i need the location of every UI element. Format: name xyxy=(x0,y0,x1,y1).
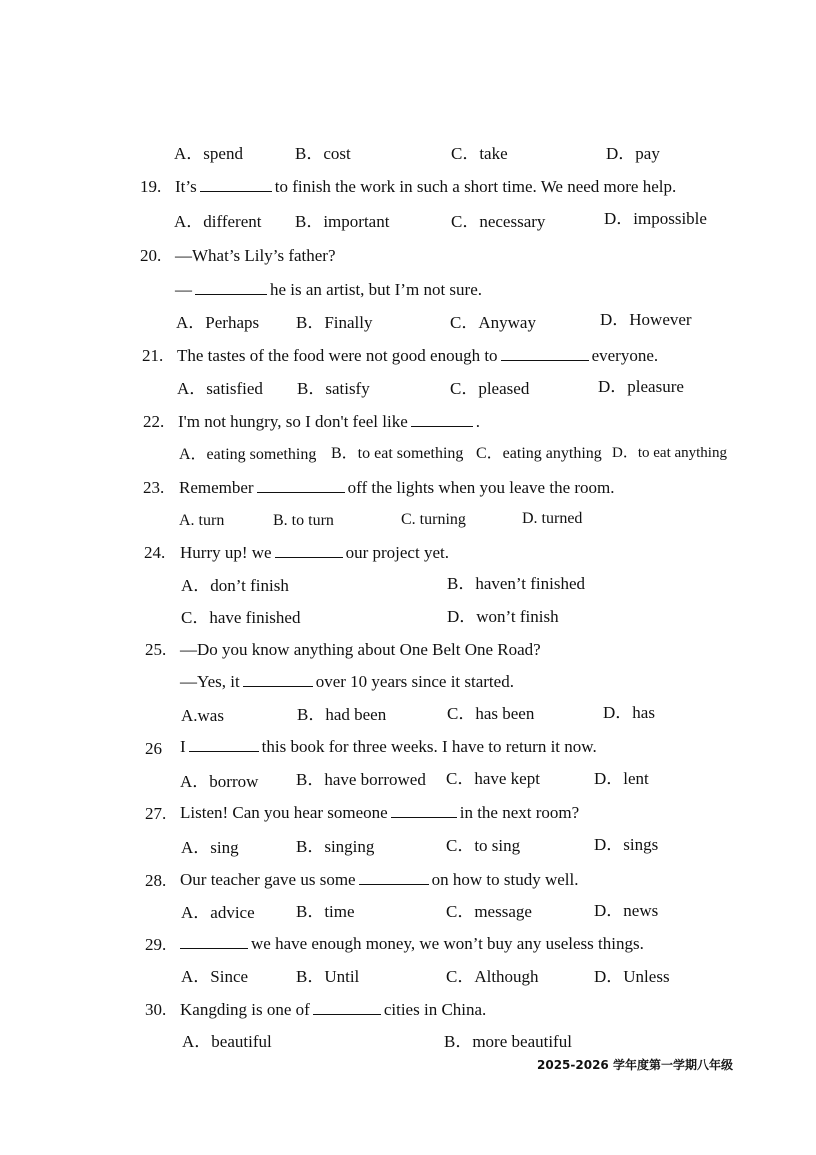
question-stem xyxy=(180,869,578,891)
question-number: 21. xyxy=(142,346,164,365)
answer-blank xyxy=(275,542,343,558)
option-d: D．has xyxy=(603,703,655,722)
question-stem xyxy=(179,477,615,499)
question-number: 22. xyxy=(143,412,165,431)
option-d: D．to eat anything xyxy=(612,445,727,461)
question-number: 19. xyxy=(140,177,162,196)
answer-blank xyxy=(195,279,267,295)
option-c: C．have finished xyxy=(181,608,301,627)
question-stem xyxy=(180,542,449,564)
option-a: A．satisfied xyxy=(177,379,263,398)
option-a: A．advice xyxy=(181,903,255,922)
option-a: A．Since xyxy=(181,967,249,986)
answer-blank xyxy=(359,869,429,885)
question-number: 27. xyxy=(145,804,167,823)
option-b: B．have borrowed xyxy=(296,770,426,789)
question-stem xyxy=(177,933,644,955)
option-d: D．lent xyxy=(594,769,649,788)
option-b: B．more beautiful xyxy=(444,1032,572,1051)
answer-blank xyxy=(189,736,259,752)
stem-part: everyone. xyxy=(591,346,659,365)
option-b: B．had been xyxy=(297,705,387,724)
option-b: B．singing xyxy=(296,837,375,856)
stem-part: Hurry up! we xyxy=(180,543,272,562)
answer-blank xyxy=(313,999,381,1015)
stem-part: he is an artist, but I’m not sure. xyxy=(270,280,482,299)
stem-part: our project yet. xyxy=(345,543,449,562)
dialogue-line-1: —Do you know anything about One Belt One Road? xyxy=(180,640,541,659)
option-a: A．Perhaps xyxy=(176,313,260,332)
dialogue-line-2 xyxy=(175,279,482,301)
stem-part: — xyxy=(175,280,192,299)
answer-blank xyxy=(411,411,473,427)
option-b: B．Finally xyxy=(296,313,373,332)
option-c: C．has been xyxy=(447,704,535,723)
question-number: 20. xyxy=(140,246,162,265)
stem-part: Listen! Can you hear someone xyxy=(180,803,388,822)
option-c: C．Although xyxy=(446,967,539,986)
option-b: B．haven’t finished xyxy=(447,574,586,593)
option-d: D．Unless xyxy=(594,967,670,986)
option-a: A．different xyxy=(174,212,262,231)
stem-part: this book for three weeks. I have to return it now. xyxy=(261,737,597,756)
option-b: B. to turn xyxy=(273,512,334,529)
question-stem xyxy=(180,802,579,824)
dialogue-line-1: —What’s Lily’s father? xyxy=(175,246,336,265)
option-c: C．Anyway xyxy=(450,313,536,332)
option-d: D．sings xyxy=(594,835,659,854)
question-number: 26 xyxy=(145,739,162,758)
option-b: B．Until xyxy=(296,967,360,986)
page-footer: 2025-2026 学年度第一学期八年级 xyxy=(537,1058,733,1072)
question-number: 30. xyxy=(145,1000,167,1019)
answer-blank xyxy=(243,671,313,687)
answer-blank xyxy=(501,345,589,361)
stem-part: we have enough money, we won’t buy any useless things. xyxy=(251,934,644,953)
stem-part: I'm not hungry, so I don't feel like xyxy=(178,412,408,431)
stem-part: Kangding is one of xyxy=(180,1000,310,1019)
option-a: A．borrow xyxy=(180,772,259,791)
option-d: D．pleasure xyxy=(598,377,684,396)
option-c: C．necessary xyxy=(451,212,546,231)
option-b: B．time xyxy=(296,902,355,921)
option-a: A．beautiful xyxy=(182,1032,272,1051)
question-stem xyxy=(177,345,658,367)
answer-blank xyxy=(200,176,272,192)
option-c: C．to sing xyxy=(446,836,521,855)
option-c: C. turning xyxy=(401,511,466,528)
option-b: B．to eat something xyxy=(331,445,464,462)
option-a: A．don’t finish xyxy=(181,576,289,595)
q18-option-d: D．pay xyxy=(606,144,660,163)
question-number: 24. xyxy=(144,543,166,562)
answer-blank xyxy=(257,477,345,493)
stem-part: I xyxy=(180,737,186,756)
stem-part: on how to study well. xyxy=(431,870,579,889)
question-stem xyxy=(178,411,480,433)
stem-part: in the next room? xyxy=(459,803,580,822)
question-stem xyxy=(180,736,597,758)
option-c: C．eating anything xyxy=(476,445,602,462)
question-stem xyxy=(175,176,676,198)
option-b: B．important xyxy=(295,212,390,231)
q18-option-b: B．cost xyxy=(295,144,351,163)
q18-option-c: C．take xyxy=(451,144,508,163)
answer-blank xyxy=(391,802,457,818)
stem-part: Our teacher gave us some xyxy=(180,870,356,889)
option-c: C．message xyxy=(446,902,532,921)
question-stem xyxy=(180,999,486,1021)
question-number: 25. xyxy=(145,640,167,659)
stem-part: off the lights when you leave the room. xyxy=(347,478,615,497)
option-d: D. turned xyxy=(522,510,583,527)
option-d: D．news xyxy=(594,901,659,920)
stem-part: over 10 years since it started. xyxy=(315,672,514,691)
stem-part: It’s xyxy=(175,177,197,196)
option-a: A．sing xyxy=(181,838,239,857)
q18-option-a: A．spend xyxy=(174,144,243,163)
stem-part: The tastes of the food were not good enough to xyxy=(177,346,498,365)
option-a: A．eating something xyxy=(179,446,317,463)
option-b: B．satisfy xyxy=(297,379,370,398)
option-d: D．However xyxy=(600,310,692,329)
option-d: D．won’t finish xyxy=(447,607,559,626)
stem-part: to finish the work in such a short time. We need more help. xyxy=(274,177,677,196)
question-number: 29. xyxy=(145,935,167,954)
option-a: A. turn xyxy=(179,512,225,529)
stem-part: cities in China. xyxy=(383,1000,487,1019)
option-a: A.was xyxy=(181,706,224,725)
question-number: 28. xyxy=(145,871,167,890)
stem-part: —Yes, it xyxy=(180,672,240,691)
question-number: 23. xyxy=(143,478,165,497)
option-d: D．impossible xyxy=(604,209,707,228)
option-c: C．pleased xyxy=(450,379,530,398)
option-c: C．have kept xyxy=(446,769,540,788)
answer-blank xyxy=(180,933,248,949)
stem-part: Remember xyxy=(179,478,254,497)
dialogue-line-2 xyxy=(180,671,514,693)
stem-part: . xyxy=(475,412,481,431)
